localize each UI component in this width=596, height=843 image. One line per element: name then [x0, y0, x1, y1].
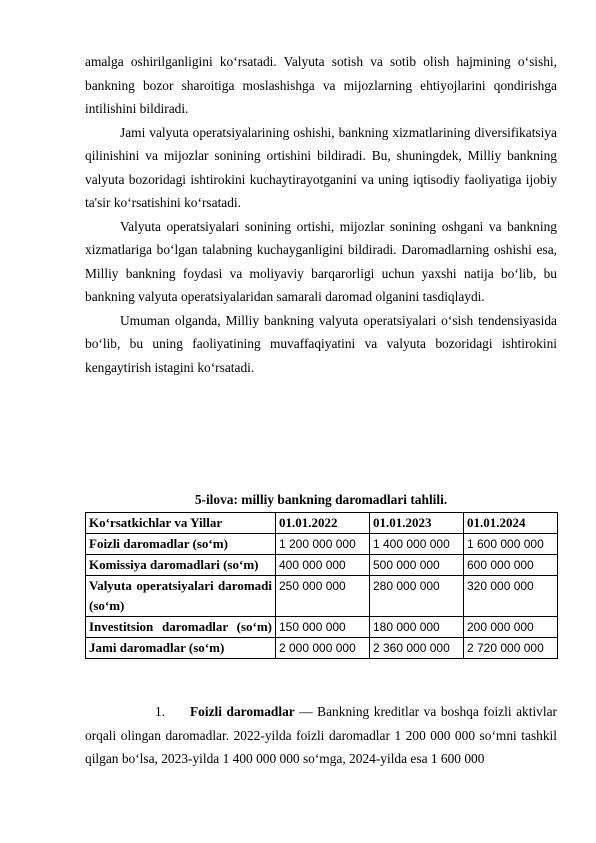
body-text — [85, 50, 557, 379]
paragraph: amalga oshirilganligini ko‘rsatadi. Valyuta sotish va sotib olish hajmining o‘sishi, bankning bozor sharoitiga moslashishga va mijozlarning ehtiyojlarini qondirishga intilishini bildiradi. — [85, 54, 557, 116]
table-cell: 320 000 000 — [464, 576, 558, 617]
list-item — [85, 700, 557, 771]
table-row — [86, 638, 558, 659]
paragraph: Umuman olganda, Milliy bankning valyuta operatsiyalari o‘sish tendensiyasida bo‘lib, bu uning faoliyatining muvaffaqiyatini va valyuta bozoridagi ishtirokini kengaytirish istagini ko‘rsatadi. — [85, 312, 557, 375]
table-cell: 150 000 000 — [276, 617, 370, 638]
header-cell: Ko‘rsatkichlar va Yillar — [86, 513, 276, 534]
income-table — [85, 512, 558, 659]
list-text: — Bankning kreditlar va boshqa foizli aktivlar orqali olingan daromadlar. 2022-yilda foizli daromadlar 1 200 000 000 so‘mni tashkil qilgan bo‘lsa, 2023-yilda 1 400 000 000 so‘mga, 2024-yilda esa 1 600 000 — [85, 704, 558, 766]
table-cell: 600 000 000 — [464, 555, 558, 576]
paragraph: Valyuta operatsiyalari sonining ortishi, mijozlar sonining oshgani va bankning xizmatlariga bo‘lgan talabning kuchayganligini bildiradi. Daromadlarning oshishi esa, Milliy bankning foydasi va moliyaviy barqarorligi uchun yaxshi natija bo‘lib, bu bankning valyuta operatsiyalaridan samarali daromad olganini tasdiqlaydi. — [85, 218, 557, 304]
table-cell: 2 000 000 000 — [276, 638, 370, 659]
table-header-row — [86, 513, 558, 534]
table-row — [86, 617, 558, 638]
table-cell: 280 000 000 — [370, 576, 464, 617]
header-cell: 01.01.2023 — [370, 513, 464, 534]
table-row — [86, 534, 558, 555]
list-number: 1. — [155, 704, 166, 719]
row-label: Komissiya daromadlari (so‘m) — [86, 555, 276, 576]
table-cell: 180 000 000 — [370, 617, 464, 638]
list-term: Foizli daromadlar — [190, 704, 295, 719]
numbered-item — [85, 700, 557, 771]
header-cell: 01.01.2022 — [276, 513, 370, 534]
table-cell: 200 000 000 — [464, 617, 558, 638]
row-label: Investitsion daromadlar (so‘m) — [86, 617, 276, 638]
row-label: Jami daromadlar (so‘m) — [86, 638, 276, 659]
table-row — [86, 576, 558, 617]
table-cell: 1 400 000 000 — [370, 534, 464, 555]
table-cell: 2 720 000 000 — [464, 638, 558, 659]
row-label: Foizli daromadlar (so‘m) — [86, 534, 276, 555]
table-cell: 250 000 000 — [276, 576, 370, 617]
paragraph: Jami valyuta operatsiyalarining oshishi, bankning xizmatlarining diversifikatsiya qilinishini va mijozlar sonining ortishini bildiradi. Bu, shuningdek, Milliy bankning valyuta bozoridagi ishtirokini kuchaytirayotganini va uning iqtisodiy faoliyatiga ijobiy ta'sir ko‘rsatishini ko‘rsatadi. — [85, 124, 557, 210]
table-cell: 2 360 000 000 — [370, 638, 464, 659]
row-label: Valyuta operatsiyalari daromadi (so‘m) — [86, 576, 276, 617]
table-cell: 400 000 000 — [276, 555, 370, 576]
table-cell: 500 000 000 — [370, 555, 464, 576]
table-caption: 5-ilova: milliy bankning daromadlari tahlili. — [194, 492, 448, 507]
table-row — [86, 555, 558, 576]
table-cell: 1 200 000 000 — [276, 534, 370, 555]
table-cell: 1 600 000 000 — [464, 534, 558, 555]
header-cell: 01.01.2024 — [464, 513, 558, 534]
